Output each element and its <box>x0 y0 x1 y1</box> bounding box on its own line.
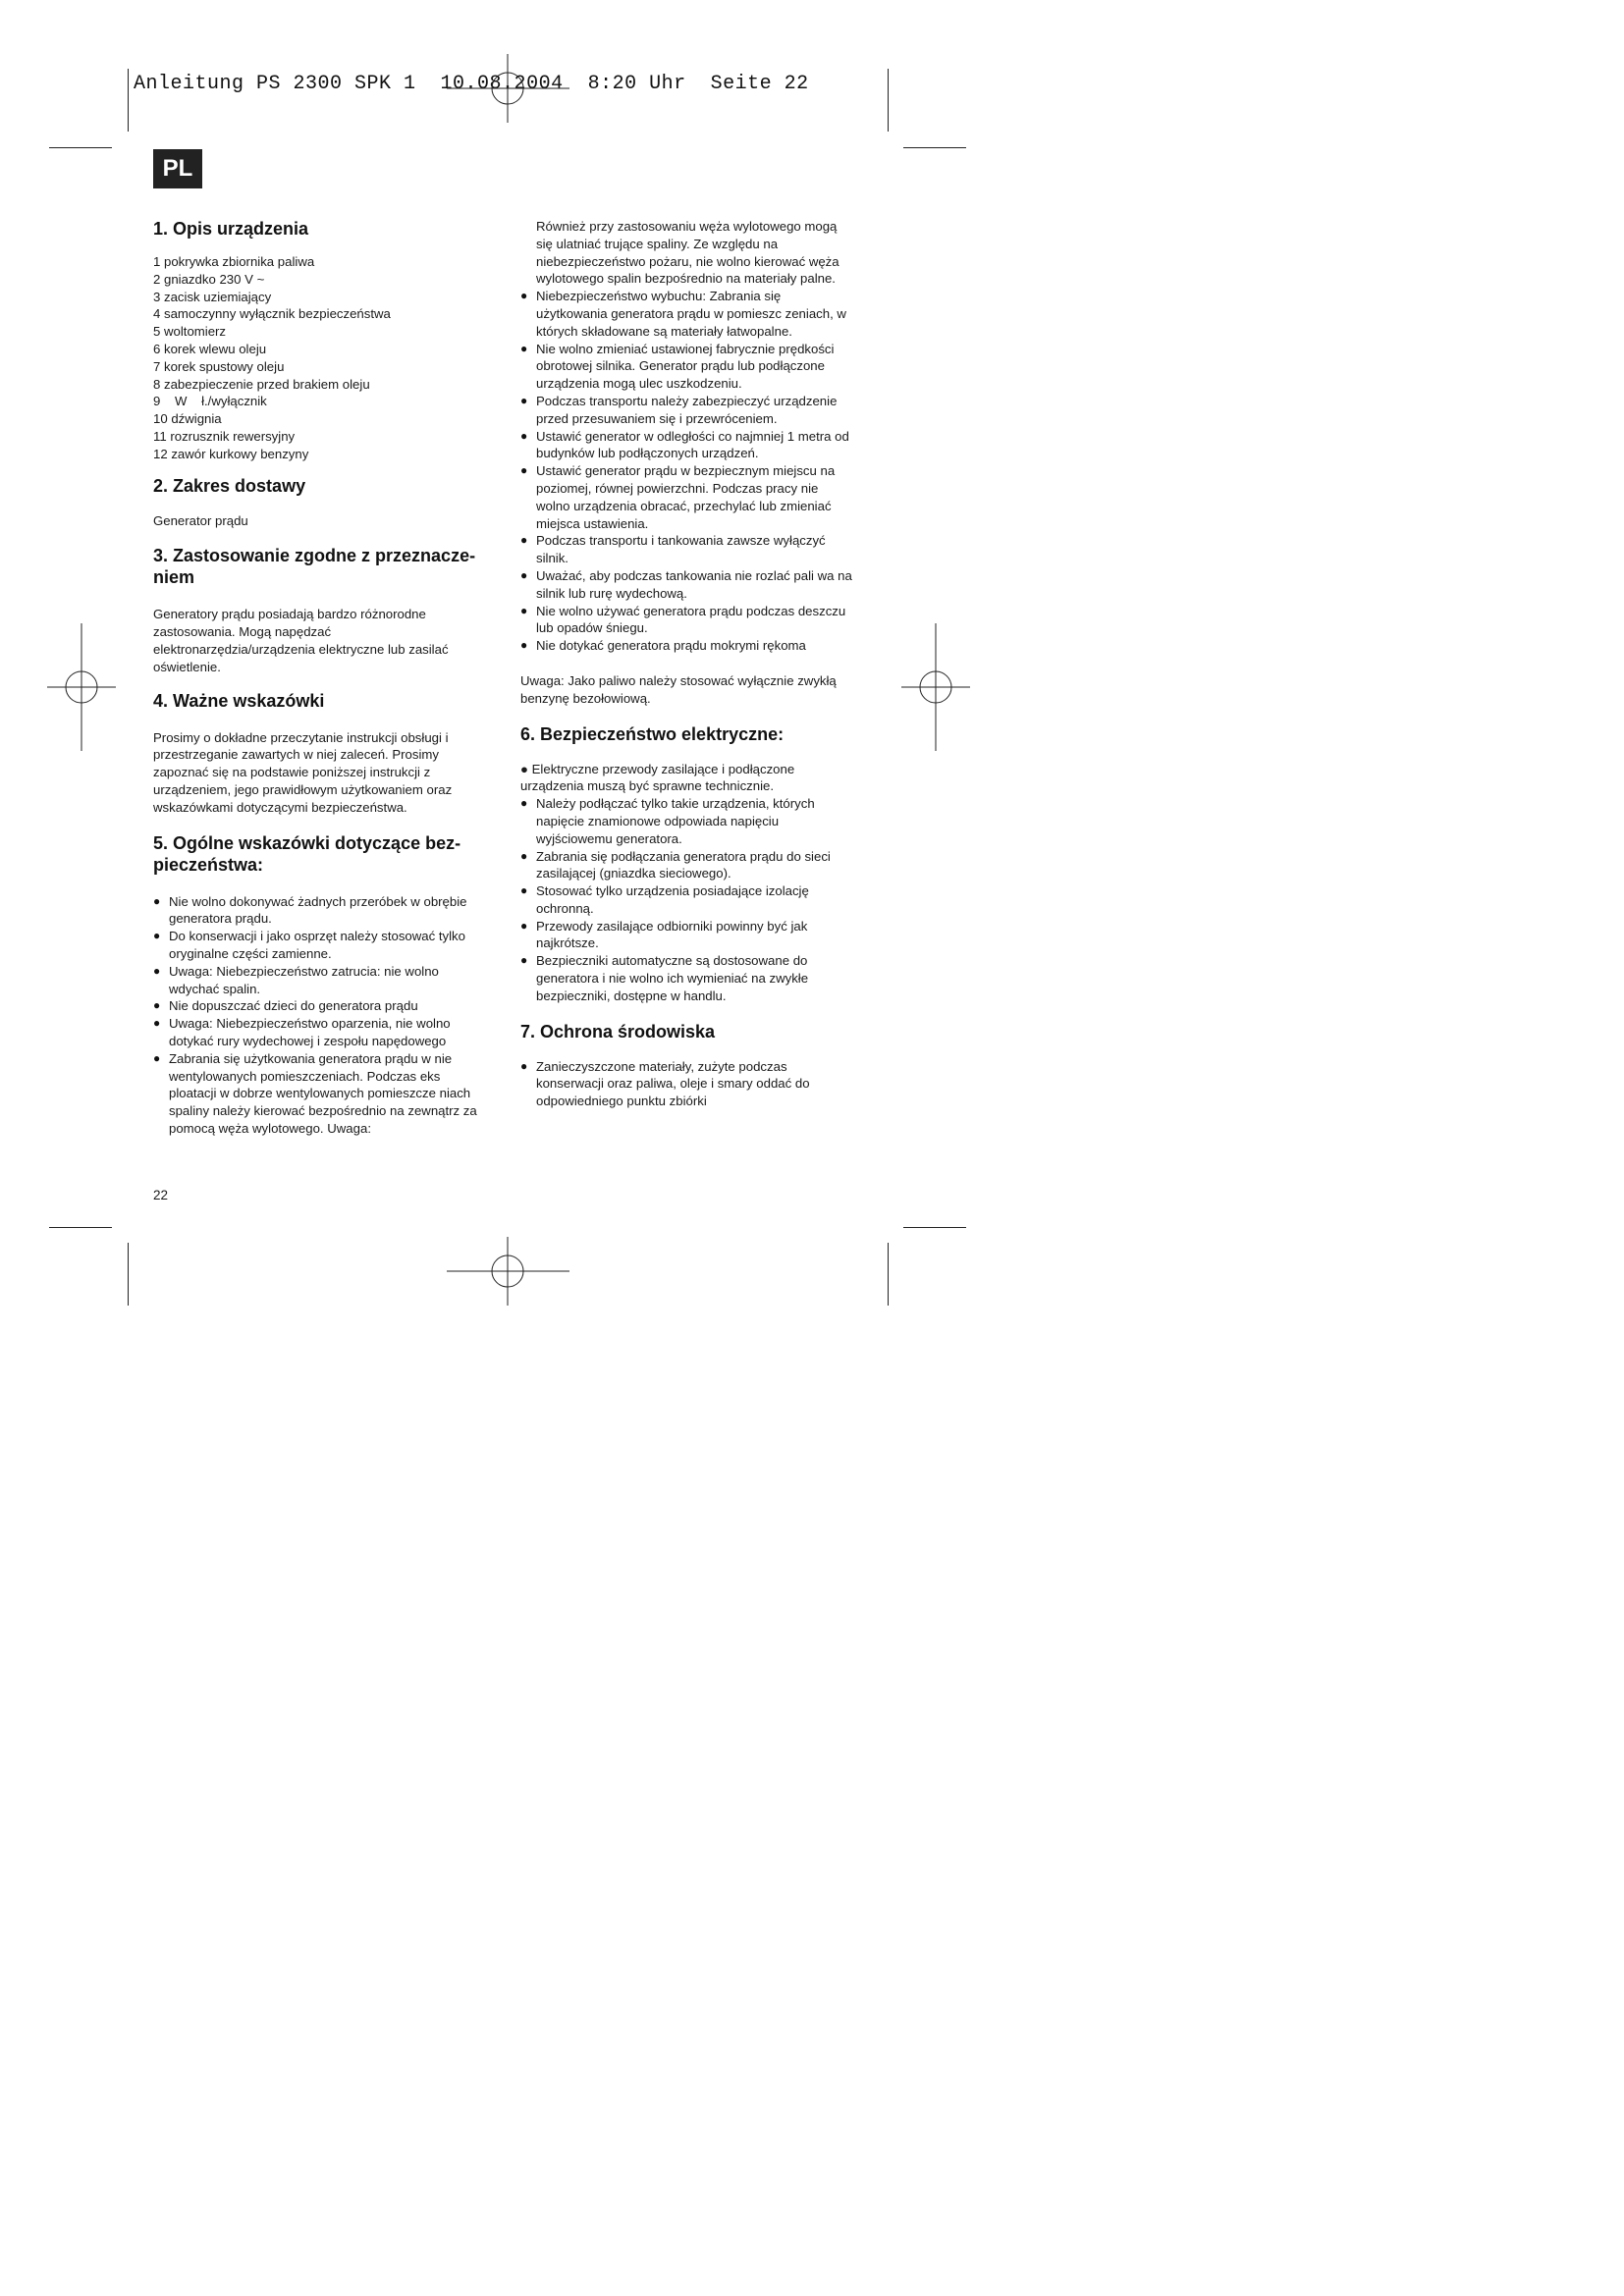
list-item: ● Nie wolno używać generatora prądu podczas deszczu lub opadów śniegu. <box>520 603 854 638</box>
environment-list <box>520 1058 854 1110</box>
list-item: ● Zanieczyszczone materiały, zużyte podczas konserwacji oraz paliwa, oleje i smary oddać do odpowiedniego punktu zbiórki <box>520 1058 854 1110</box>
list-item: ● Zabrania się użytkowania generatora prądu w nie wentylowanych pomieszczeniach. Podczas eks ploatacji w dobrze wentylowanych pomieszcze niach spaliny należy kierować bezpośrednio na zewnątrz za pomocą węża wylotowego. Uwaga: <box>153 1050 487 1138</box>
list-item: ● Ustawić generator w odległości co najmniej 1 metra od budynków lub podłączonych urządzeń. <box>520 428 854 463</box>
safety-list <box>520 288 854 655</box>
list-item: 11 rozrusznik rewersyjny <box>153 428 296 444</box>
list-item: ● Zabrania się podłączania generatora prądu do sieci zasilającej (gniazdka sieciowego). <box>520 848 854 883</box>
list-item: ● Nie dopuszczać dzieci do generatora prądu <box>153 997 487 1015</box>
registration-mark-icon <box>447 54 569 123</box>
paragraph: Generatory prądu posiadają bardzo różnorodne zastosowania. Mogą napędzać elektronarzędzia/urządzenia elektryczne lub zasilać oświetlenie. <box>153 607 449 674</box>
crop-mark <box>49 147 112 148</box>
right-column <box>520 218 854 1110</box>
paragraph: Uwaga: Jako paliwo należy stosować wyłącznie zwykłą benzynę bezołowiową. <box>520 672 837 706</box>
crop-mark <box>903 1227 966 1228</box>
list-item: ● Do konserwacji i jako osprzęt należy stosować tylko oryginalne części zamienne. <box>153 928 487 963</box>
page-number: 22 <box>153 1188 169 1202</box>
list-item: 4 samoczynny wyłącznik bezpieczeństwa <box>153 306 391 322</box>
paragraph: Generator prądu <box>153 512 248 528</box>
list-item: 7 korek spustowy oleju <box>153 358 285 374</box>
section-title: 1. Opis urządzenia <box>153 219 309 239</box>
crop-mark <box>128 69 129 132</box>
paragraph: ● Elektryczne przewody zasilające i podłączone urządzenia muszą być sprawne technicznie. <box>520 761 795 794</box>
list-item: ● Nie wolno zmieniać ustawionej fabrycznie prędkości obrotowej silnika. Generator prądu lub podłączone urządzenia mogą ulec uszkodzeniu. <box>520 341 854 393</box>
section-title: 7. Ochrona środowiska <box>520 1021 716 1041</box>
crop-mark <box>903 147 966 148</box>
list-item: ● Niebezpieczeństwo wybuchu: Zabrania się użytkowania generatora prądu w pomieszc zeniach, w których składowane są materiały łatwopalne. <box>520 288 854 340</box>
list-item: 10 dźwignia <box>153 411 222 427</box>
list-item: ● Uwaga: Niebezpieczeństwo oparzenia, nie wolno dotykać rury wydechowej i zespołu napędowego <box>153 1015 487 1050</box>
list-item: ● Przewody zasilające odbiorniki powinny być jak najkrótsze. <box>520 918 854 953</box>
list-item: 6 korek wlewu oleju <box>153 341 267 356</box>
registration-mark-icon <box>901 623 970 751</box>
safety-list <box>153 893 487 1138</box>
section-title: 5. Ogólne wskazówki dotyczące bez-pieczeństwa: <box>153 832 461 875</box>
list-item: 1 pokrywka zbiornika paliwa <box>153 254 315 269</box>
crop-mark <box>128 1243 129 1306</box>
list-item: 8 zabezpieczenie przed brakiem oleju <box>153 376 370 392</box>
section-title: 4. Ważne wskazówki <box>153 690 325 711</box>
registration-mark-icon <box>447 1237 569 1306</box>
list-item: 12 zawór kurkowy benzyny <box>153 446 309 461</box>
list-item: 9 W ł./wyłącznik <box>153 394 267 409</box>
parts-list <box>153 253 487 463</box>
crop-mark <box>888 1243 889 1306</box>
crop-mark <box>888 69 889 132</box>
print-slug: Anleitung PS 2300 SPK 1 10.08.2004 8:20 Uhr Seite 22 <box>134 73 809 95</box>
list-item: ● Uważać, aby podczas tankowania nie rozlać pali wa na silnik lub rurę wydechową. <box>520 567 854 603</box>
list-item: ● Stosować tylko urządzenia posiadające izolację ochronną. <box>520 882 854 918</box>
list-item: 2 gniazdko 230 V ~ <box>153 271 265 287</box>
left-column <box>153 218 487 1138</box>
registration-mark-icon <box>47 623 116 751</box>
list-item: ● Uwaga: Niebezpieczeństwo zatrucia: nie wolno wdychać spalin. <box>153 963 487 998</box>
section-title: 6. Bezpieczeństwo elektryczne: <box>520 723 785 744</box>
list-item: ● Należy podłączać tylko takie urządzenia, których napięcie znamionowe odpowiada napięciu wyjściowemu generatora. <box>520 795 854 847</box>
list-item: 5 woltomierz <box>153 324 227 340</box>
list-item: 3 zacisk uziemiający <box>153 289 272 304</box>
paragraph: Prosimy o dokładne przeczytanie instrukcji obsługi i przestrzeganie zawartych w niej zaleceń. Prosimy zapoznać się na podstawie poniższej instrukcji z urządzeniem, jego prawidłowym użytkowaniem oraz wskazówkami dotyczącymi bezpieczeństwa. <box>153 729 453 815</box>
list-item: ● Nie wolno dokonywać żadnych przeróbek w obrębie generatora prądu. <box>153 893 487 929</box>
list-item: ● Bezpieczniki automatyczne są dostosowane do generatora i nie wolno ich wymieniać na zwykłe bezpieczniki, dostępne w handlu. <box>520 952 854 1004</box>
electrical-list <box>520 795 854 1005</box>
language-badge: PL <box>153 149 202 188</box>
section-title: 3. Zastosowanie zgodne z przeznacze-niem <box>153 546 476 588</box>
section-title: 2. Zakres dostawy <box>153 475 306 496</box>
list-item: ● Nie dotykać generatora prądu mokrymi rękoma <box>520 637 854 655</box>
paragraph: Również przy zastosowaniu węża wylotowego mogą się ulatniać trujące spaliny. Ze względu na niebezpieczeństwo pożaru, nie wolno kierować węża wylotowego spalin bezpośrednio na materiały palne. <box>536 219 839 287</box>
crop-mark <box>49 1227 112 1228</box>
list-item: ● Ustawić generator prądu w bezpiecznym miejscu na poziomej, równej powierzchni. Podczas pracy nie wolno urządzenia obracać, przechylać lub zmieniać miejsca ustawienia. <box>520 462 854 532</box>
list-item: ● Podczas transportu i tankowania zawsze wyłączyć silnik. <box>520 532 854 567</box>
list-item: ● Podczas transportu należy zabezpieczyć urządzenie przed przesuwaniem się i przewróceniem. <box>520 393 854 428</box>
